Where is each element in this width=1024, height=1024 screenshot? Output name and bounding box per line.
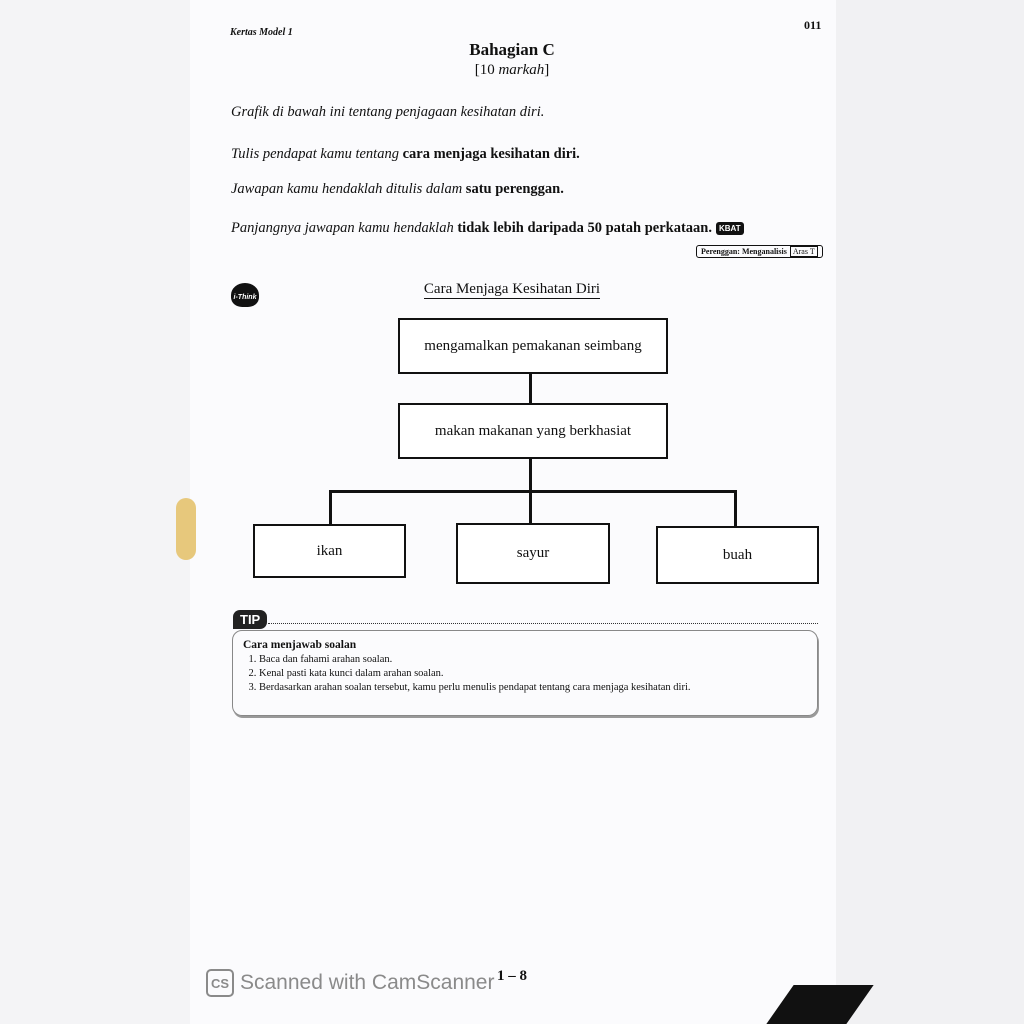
tip-heading: Cara menjawab soalan (243, 639, 357, 651)
instruction-2: Tulis pendapat kamu tentang cara menjaga kesihatan diri. (231, 146, 580, 162)
camscanner-logo-icon: CS (206, 969, 234, 997)
level-tag: Aras T (790, 246, 818, 257)
tip-divider (268, 623, 818, 624)
instruction-3: Jawapan kamu hendaklah ditulis dalam satu perenggan. (231, 181, 564, 197)
watermark-text: Scanned with CamScanner (240, 971, 495, 994)
list-item: 1. Baca dan fahami arahan soalan. (259, 653, 807, 667)
tip-box (232, 630, 818, 716)
root-box: mengamalkan pemakanan seimbang (398, 318, 668, 374)
connector (329, 490, 737, 493)
page-edge (836, 0, 1024, 1024)
connector (529, 374, 532, 404)
page-number: 1 – 8 (497, 968, 527, 984)
ithink-icon: i-Think (231, 283, 259, 307)
instruction-4: Panjangnya jawapan kamu hendaklah tidak lebih daripada 50 patah perkataan. KBAT (231, 220, 744, 237)
middle-box: makan makanan yang berkhasiat (398, 403, 668, 459)
section-marks: [10 markah] (474, 62, 550, 78)
leaf-box-buah: buah (656, 526, 819, 584)
leaf-box-sayur: sayur (456, 523, 610, 584)
leaf-box-ikan: ikan (253, 524, 406, 578)
list-item: 3. Berdasarkan arahan soalan tersebut, kamu perlu menulis pendapat tentang cara menjaga kesihatan diri. (259, 681, 807, 695)
connector (329, 490, 332, 525)
connector (529, 490, 532, 524)
connector (734, 490, 737, 526)
list-item: 2. Kenal pasti kata kunci dalam arahan soalan. (259, 667, 807, 681)
paper-label: Kertas Model 1 (230, 27, 293, 38)
tip-list (243, 653, 807, 695)
tip-badge: TIP (233, 610, 267, 629)
connector (529, 459, 532, 492)
section-title: Bahagian C (469, 40, 555, 59)
skill-tag: Perenggan: Menganalisis Aras T (696, 245, 823, 258)
page-code: 011 (804, 18, 822, 32)
instruction-1: Grafik di bawah ini tentang penjagaan kesihatan diri. (231, 104, 545, 120)
scanner-watermark (206, 969, 494, 997)
kbat-badge: KBAT (716, 222, 744, 235)
scanner-thumb (176, 498, 196, 560)
diagram-title: Cara Menjaga Kesihatan Diri (423, 281, 601, 297)
